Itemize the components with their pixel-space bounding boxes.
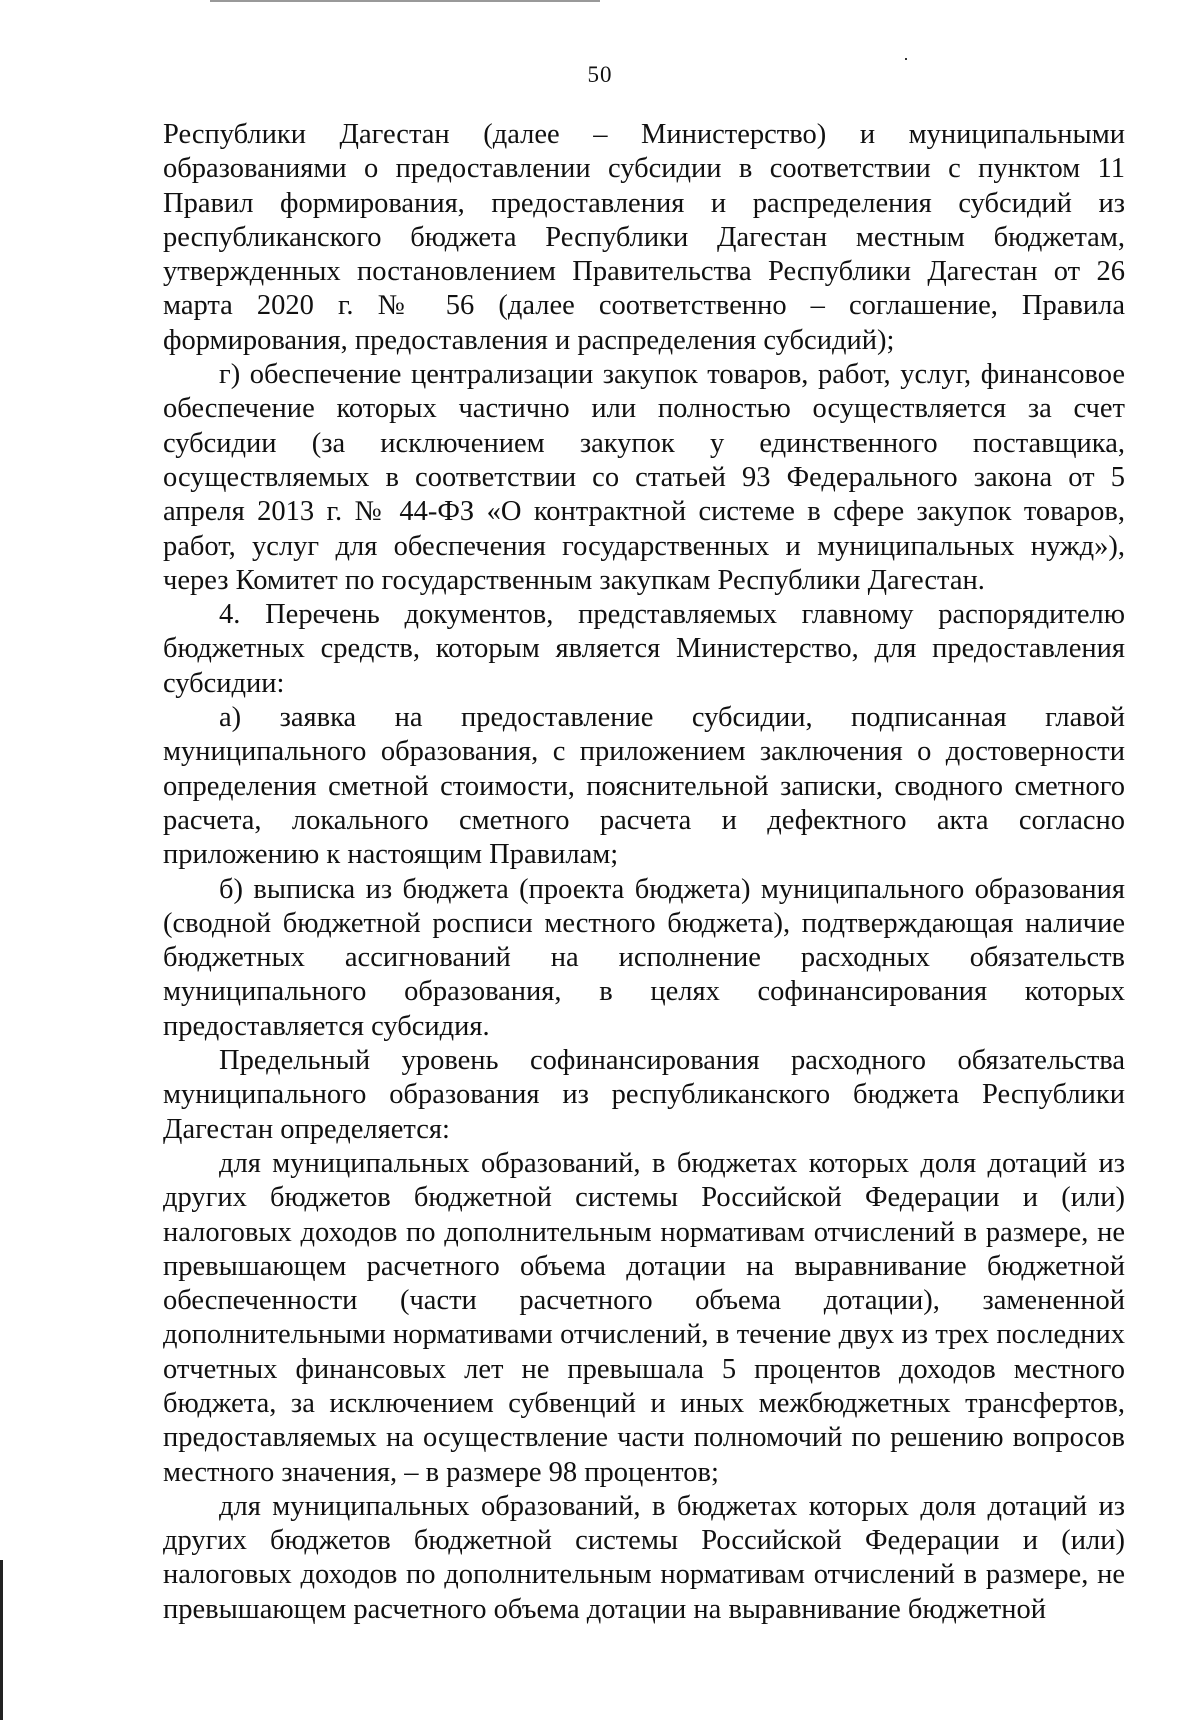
page-number: 50: [587, 62, 613, 87]
paragraph-item-b: б) выписка из бюджета (проекта бюджета) муниципального образования (сводной бюджетной росписи местного бюджета), подтверждающая наличие бюджетных ассигнований на исполнение расходных обязательств муниципального образования, в целях софинансирования которых предоставляется субсидия.: [163, 873, 1125, 1042]
paragraph-item-a: а) заявка на предоставление субсидии, подписанная главой муниципального образования, с приложением заключения о достоверности определения сметной стоимости, пояснительной записки, сводного сметного расчета, локального сметного расчета и дефектного акта согласно приложению к настоящим Правилам;: [163, 702, 1125, 871]
scan-artifact-dot: [905, 58, 907, 60]
paragraph-cofinancing-level: Предельный уровень софинансирования расходного обязательства муниципального образования из республиканского бюджета Республики Дагестан определяется:: [163, 1045, 1125, 1145]
paragraph-section-4: 4. Перечень документов, представляемых главному распорядителю бюджетных средств, которым является Министерство, для предоставления субсидии:: [163, 599, 1125, 699]
paragraph-condition-98-percent: для муниципальных образований, в бюджетах которых доля дотаций из других бюджетов бюджетной системы Российской Федерации и (или) налоговых доходов по дополнительным нормативам отчислений в размере, не превышающем расчетного объема дотации на выравнивание бюджетной обеспеченности (части расчетного объема дотации), замененной дополнительными нормативами отчислений, в течение двух из трех последних отчетных финансовых лет не превышала 5 процентов доходов местного бюджета, за исключением субвенций и иных межбюджетных трансфертов, предоставляемых на осуществление части полномочий по решению вопросов местного значения, – в размере 98 процентов;: [163, 1147, 1125, 1488]
paragraph-continuation: Республики Дагестан (далее – Министерство) и муниципальными образованиями о предоставлении субсидии в соответствии с пунктом 11 Правил формирования, предоставления и распределения субсидий из республиканского бюджета Республики Дагестан местным бюджетам, утвержденных постановлением Правительства Республики Дагестан от 26 марта 2020 г. № 56 (далее соответственно – соглашение, Правила формирования, предоставления и распределения субсидий);: [163, 119, 1125, 356]
paragraph-item-g: г) обеспечение централизации закупок товаров, работ, услуг, финансовое обеспечение которых частично или полностью осуществляется за счет субсидии (за исключением закупок у единственного поставщика, осуществляемых в соответствии со статьей 93 Федерального закона от 5 апреля 2013 г. № 44-ФЗ «О контрактной системе в сфере закупок товаров, работ, услуг для обеспечения государственных и муниципальных нужд»), через Комитет по государственным закупкам Республики Дагестан.: [163, 359, 1125, 596]
document-body: [163, 118, 1125, 1627]
paragraph-condition-continued: для муниципальных образований, в бюджетах которых доля дотаций из других бюджетов бюджетной системы Российской Федерации и (или) налоговых доходов по дополнительным нормативам отчислений в размере, не превышающем расчетного объема дотации на выравнивание бюджетной: [163, 1490, 1125, 1625]
scan-artifact-left-edge: [0, 1560, 3, 1720]
scan-artifact-top: [210, 0, 600, 2]
